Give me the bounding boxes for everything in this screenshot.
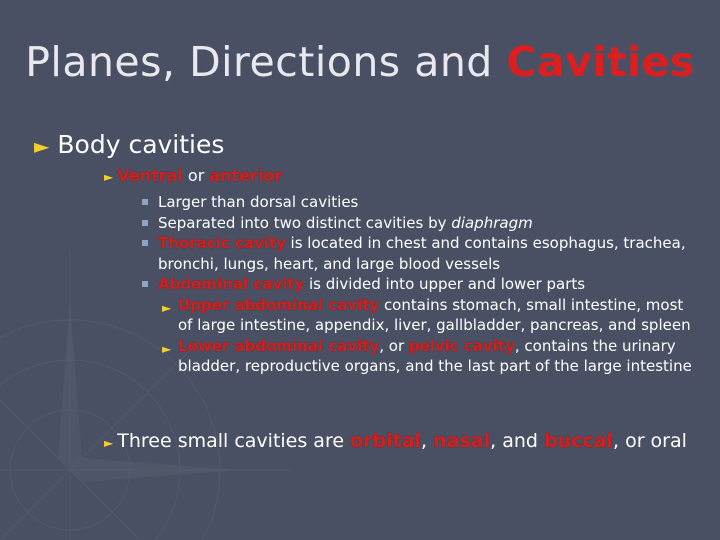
term-abdominal-cavity: Abdominal cavity xyxy=(158,275,305,293)
slide-title xyxy=(0,38,720,86)
level1-item-body-cavities xyxy=(34,130,224,159)
level2-item-small-cavities xyxy=(104,430,687,452)
bullet-text: is located in chest and contains esophagus, trachea, bronchi, lungs, heart, and large blood vessels xyxy=(158,234,686,273)
sep-and: , and xyxy=(490,430,544,452)
bullet-text: Separated into two distinct cavities by xyxy=(158,213,452,232)
arrow-right-icon: ► xyxy=(34,134,50,158)
ventral-bullet-list xyxy=(142,192,702,377)
term-upper-abdominal-cavity: Upper abdominal cavity xyxy=(178,295,380,314)
sub-list-item xyxy=(142,295,702,336)
term-ventral: Ventral xyxy=(117,166,183,185)
square-bullet-icon xyxy=(142,220,148,226)
list-item xyxy=(142,213,702,234)
square-bullet-icon xyxy=(142,281,148,287)
term-diaphragm: diaphragm xyxy=(451,213,533,232)
term-orbital: orbital xyxy=(350,430,422,452)
term-buccal: buccal xyxy=(544,430,613,452)
title-main: Planes, Directions and xyxy=(25,38,507,86)
bullet-text: is divided into upper and lower parts xyxy=(304,275,586,293)
sub-list-item xyxy=(142,336,702,377)
term-pelvic-cavity: pelvic cavity xyxy=(408,336,515,355)
level1-label: Body cavities xyxy=(57,130,225,159)
arrow-right-icon: ► xyxy=(162,341,172,356)
list-item xyxy=(142,192,702,213)
title-accent: Cavities xyxy=(506,38,695,86)
square-bullet-icon xyxy=(142,240,148,246)
sep-comma: , xyxy=(421,430,434,452)
term-anterior: anterior xyxy=(209,166,283,185)
arrow-right-icon: ► xyxy=(104,436,114,450)
sub-text: contains stomach, small intestine, most of large intestine, appendix, liver, gallbladder, pancreas, and spleen xyxy=(178,295,691,334)
term-nasal: nasal xyxy=(433,430,491,452)
sub-text: , or xyxy=(379,336,409,355)
square-bullet-icon xyxy=(142,199,148,205)
list-item xyxy=(142,233,702,274)
three-text-end: , or oral xyxy=(613,430,687,452)
bullet-text: Larger than dorsal cavities xyxy=(158,193,359,211)
list-item xyxy=(142,274,702,295)
sub-text: , contains the urinary bladder, reproductive organs, and the last part of the large intestine xyxy=(178,336,692,375)
arrow-right-icon: ► xyxy=(162,300,172,315)
ventral-or: or xyxy=(182,166,210,185)
term-lower-abdominal-cavity: Lower abdominal cavity xyxy=(178,336,380,355)
level2-item-ventral xyxy=(104,166,282,185)
arrow-right-icon: ► xyxy=(104,170,114,184)
three-text: Three small cavities are xyxy=(117,430,351,452)
term-thoracic-cavity: Thoracic cavity xyxy=(158,234,286,252)
